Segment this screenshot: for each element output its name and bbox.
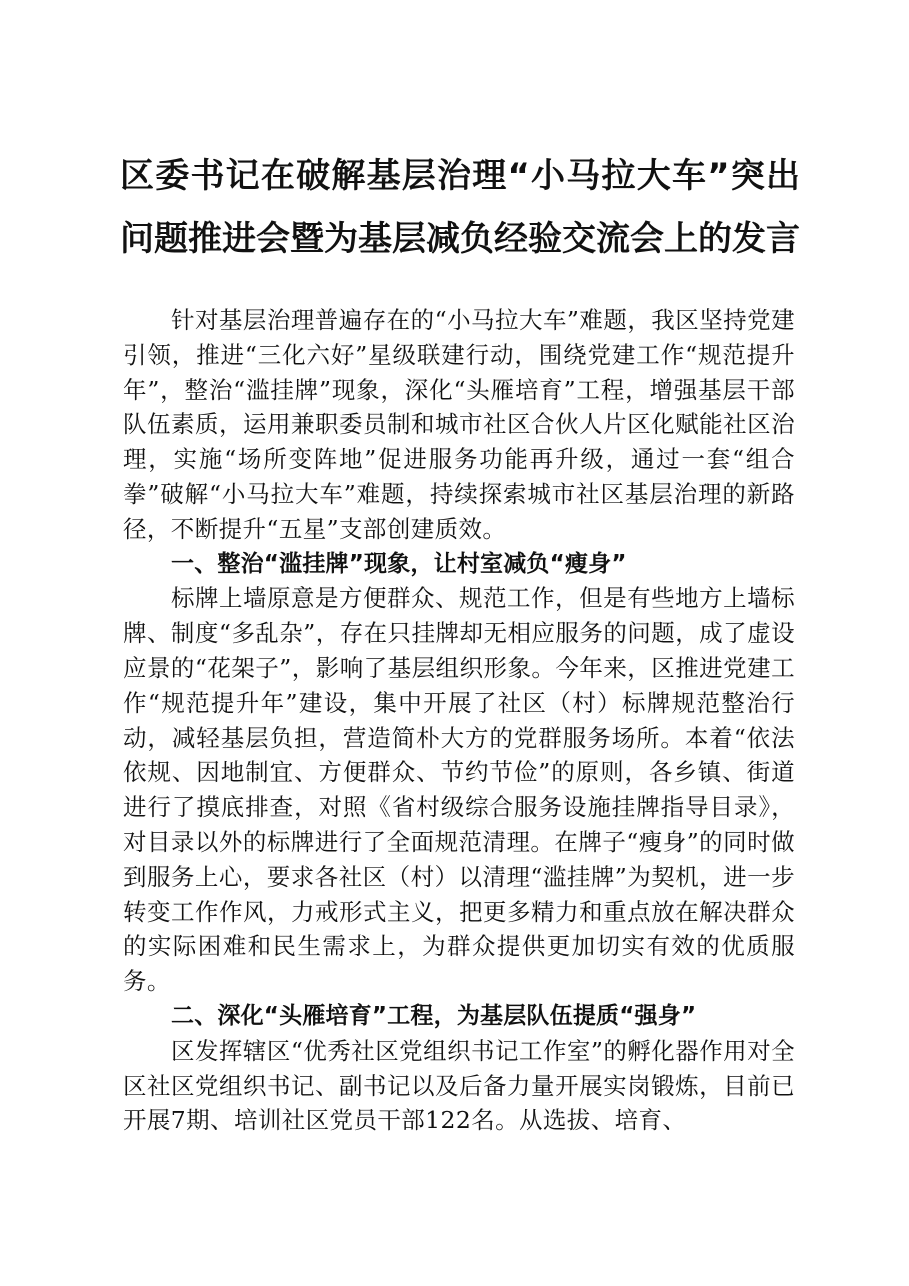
intro-paragraph: 针对基层治理普遍存在的“小马拉大车”难题，我区坚持党建引领，推进“三化六好”星级联建行动，围绕党建工作“规范提升年”，整治“滥挂牌”现象，深化“头雁培育”工程，增强基层干部队伍素质，运用兼职委员制和城市社区合伙人片区化赋能社区治理，实施“场所变阵地”促进服务功能再升级，通过一套“组合拳”破解“小马拉大车”难题，持续探索城市社区基层治理的新路径，不断提升“五星”支部创建质效。: [123, 306, 795, 543]
document-title: [120, 145, 800, 271]
section-1-paragraph: 标牌上墙原意是方便群众、规范工作，但是有些地方上墙标牌、制度“多乱杂”，存在只挂牌却无相应服务的问题，成了虚设应景的“花架子”，影响了基层组织形象。今年来，区推进党建工作“规范提升年”建设，集中开展了社区（村）标牌规范整治行动，减轻基层负担，营造简朴大方的党群服务场所。本着“依法依规、因地制宜、方便群众、节约节俭”的原则，各乡镇、街道进行了摸底排查，对照《省村级综合服务设施挂牌指导目录》，对目录以外的标牌进行了全面规范清理。在牌子“瘦身”的同时做到服务上心，要求各社区（村）以清理“滥挂牌”为契机，进一步转变工作作风，力戒形式主义，把更多精力和重点放在解决群众的实际困难和民生需求上，为群众提供更加切实有效的优质服务。: [123, 584, 795, 996]
document-body: [123, 303, 795, 1138]
title-line-1: 区委书记在破解基层治理“小马拉大车”突出: [120, 156, 800, 196]
section-2-paragraph: 区发挥辖区“优秀社区党组织书记工作室”的孵化器作用对全区社区党组织书记、副书记以及后备力量开展实岗锻炼，目前已开展7期、培训社区党员干部122名。从选拔、培育、: [123, 1036, 795, 1135]
section-1-heading: 一、整治“滥挂牌”现象，让村室减负“瘦身”: [171, 550, 627, 577]
title-line-2: 问题推进会暨为基层减负经验交流会上的发言: [120, 219, 800, 259]
section-2-heading: 二、深化“头雁培育”工程，为基层队伍提质“强身”: [171, 1002, 697, 1029]
